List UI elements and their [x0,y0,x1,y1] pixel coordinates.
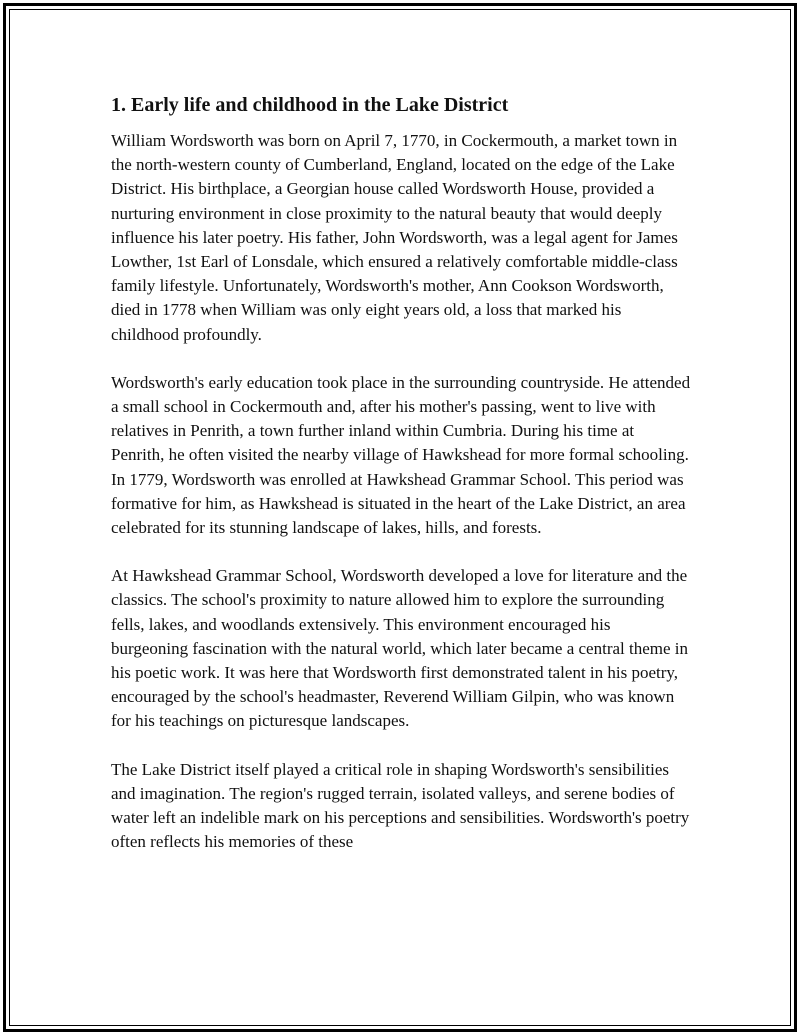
paragraph-1: William Wordsworth was born on April 7, 1770, in Cockermouth, a market town in the north-western county of Cumberland, England, located on the edge of the Lake District. His birthplace, a Georgian house called Wordsworth House, provided a nurturing environment in close proximity to the natural beauty that would deeply influence his later poetry. His father, John Wordsworth, was a legal agent for James Lowther, 1st Earl of Lonsdale, which ensured a relatively comfortable middle-class family lifestyle. Unfortunately, Wordsworth's mother, Ann Cookson Wordsworth, died in 1778 when William was only eight years old, a loss that marked his childhood profoundly. [111,131,678,344]
section-heading: 1. Early life and childhood in the Lake District [111,94,509,116]
document-body [111,91,691,878]
paragraph-2: Wordsworth's early education took place in the surrounding countryside. He attended a small school in Cockermouth and, after his mother's passing, went to live with relatives in Penrith, a town further inland within Cumbria. During his time at Penrith, he often visited the nearby village of Hawkshead for more formal schooling. In 1779, Wordsworth was enrolled at Hawkshead Grammar School. This period was formative for him, as Hawkshead is situated in the heart of the Lake District, an area celebrated for its stunning landscape of lakes, hills, and forests. [111,372,691,538]
paragraph-4: The Lake District itself played a critical role in shaping Wordsworth's sensibilities and imagination. The region's rugged terrain, isolated valleys, and serene bodies of water left an indelible mark on his perceptions and sensibilities. Wordsworth's poetry often reflects his memories of these [111,759,690,852]
paragraph-3: At Hawkshead Grammar School, Wordsworth developed a love for literature and the classics. The school's proximity to nature allowed him to explore the surrounding fells, lakes, and woodlands extensively. This environment encouraged his burgeoning fascination with the natural world, which later became a central theme in his poetic work. It was here that Wordsworth first demonstrated talent in his poetry, encouraged by the school's headmaster, Reverend William Gilpin, who was known for his teachings on picturesque landscapes. [111,566,689,731]
